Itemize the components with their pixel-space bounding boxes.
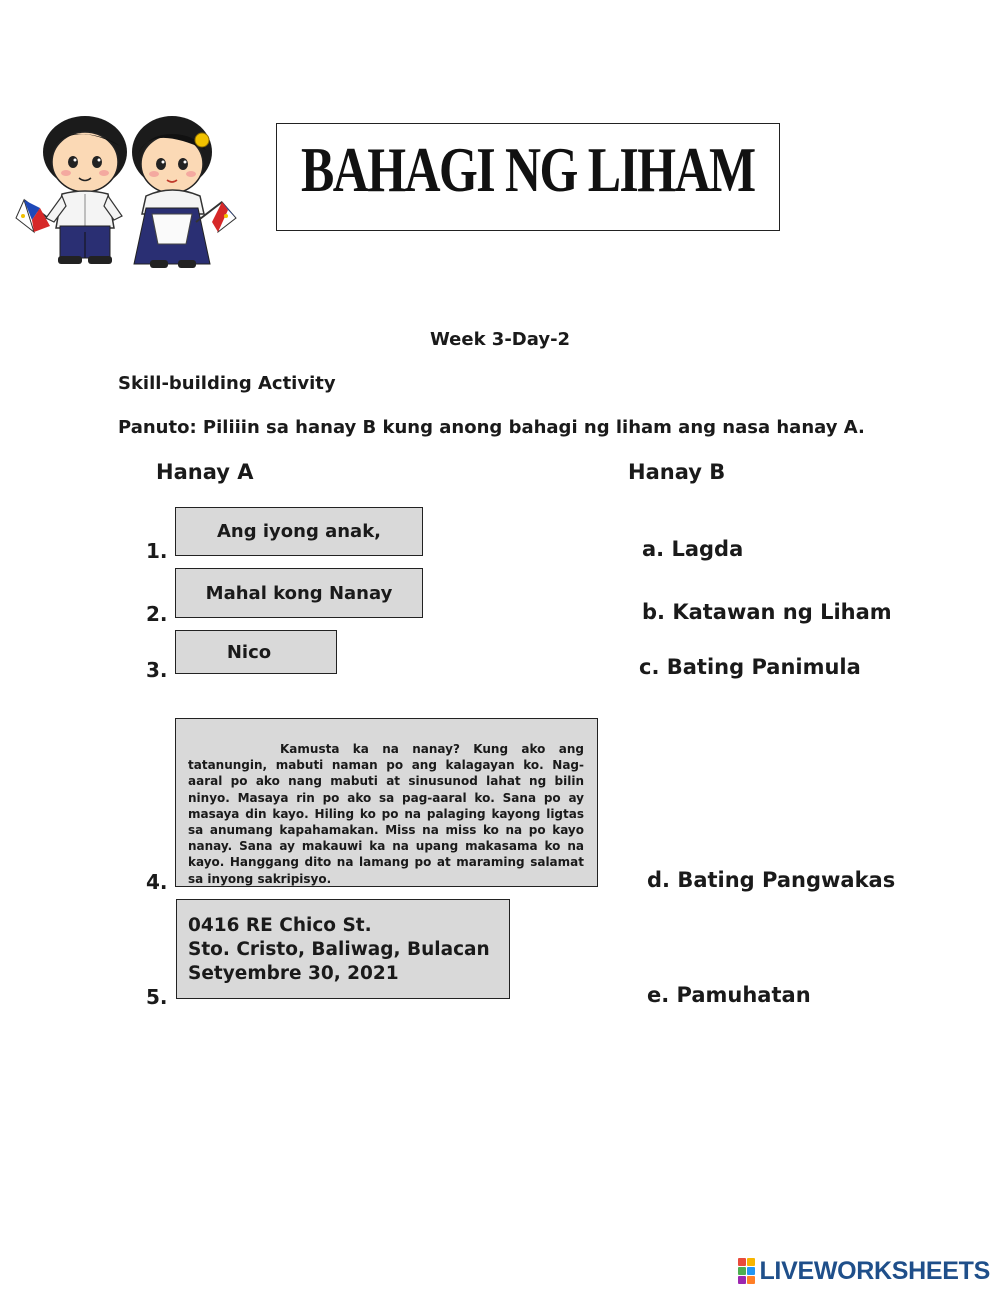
- item-number-1: 1.: [146, 539, 168, 563]
- answer-dropzone-4[interactable]: [175, 718, 598, 887]
- answer-dropzone-1[interactable]: [175, 507, 423, 556]
- instructions: Panuto: Piliiin sa hanay B kung anong bahagi ng liham ang nasa hanay A.: [118, 417, 865, 438]
- item-5-line-2: Sto. Cristo, Baliwag, Bulacan: [188, 939, 490, 960]
- choice-d: d. Bating Pangwakas: [647, 868, 896, 892]
- choice-c: c. Bating Panimula: [639, 655, 861, 679]
- item-number-5: 5.: [146, 985, 168, 1009]
- liveworksheets-logo: [738, 1256, 990, 1286]
- item-number-2: 2.: [146, 602, 168, 626]
- item-4-text: Kamusta ka na nanay? Kung ako ang tatanungin, mabuti naman po ang kalagayan ko. Nag-aaral po ako nang mabuti at sinusunod lahat ng bilin ninyo. Masaya rin po ako sa pag-aaral ko. Sana po ay masaya din kayo. Hiling ko po na palaging kayong ligtas sa anumang kapahamakan. Miss na miss ko na po kayo nanay. Sana ay makauwi ka na upang makasama ko na kayo. Hanggang dito na lamang po at maraming salamat sa inyong sakripisyo.: [188, 742, 584, 886]
- boy-figure: [43, 116, 127, 264]
- choice-e: e. Pamuhatan: [647, 983, 811, 1007]
- column-a-header: Hanay A: [156, 460, 254, 484]
- logo-text: LIVEWORKSHEETS: [759, 1256, 990, 1285]
- choice-b: b. Katawan ng Liham: [642, 600, 892, 624]
- item-number-3: 3.: [146, 658, 168, 682]
- item-5-line-1: 0416 RE Chico St.: [188, 915, 372, 936]
- answer-dropzone-3[interactable]: [175, 630, 337, 674]
- item-number-4: 4.: [146, 870, 168, 894]
- answer-dropzone-5[interactable]: [176, 899, 510, 999]
- girl-figure: [132, 116, 212, 268]
- activity-label: Skill-building Activity: [118, 373, 336, 394]
- flag-icon-left: [16, 200, 50, 232]
- logo-mark-icon: [738, 1258, 755, 1284]
- item-1-text: Ang iyong anak,: [216, 521, 382, 542]
- item-5-line-3: Setyembre 30, 2021: [188, 963, 399, 984]
- column-b-header: Hanay B: [628, 460, 726, 484]
- title-box: [276, 123, 780, 231]
- choice-a: a. Lagda: [642, 537, 744, 561]
- item-2-text: Mahal kong Nanay: [205, 582, 393, 604]
- week-label: Week 3-Day-2: [429, 329, 571, 350]
- answer-dropzone-2[interactable]: [175, 568, 423, 618]
- worksheet-title: BAHAGI NG LIHAM: [301, 134, 755, 205]
- filipino-kids-illustration: [10, 110, 250, 275]
- item-3-text: Nico: [226, 641, 272, 663]
